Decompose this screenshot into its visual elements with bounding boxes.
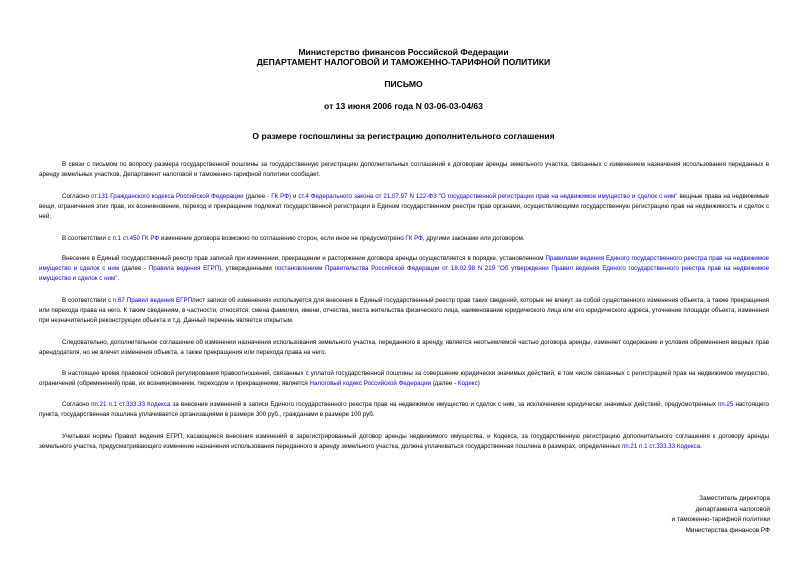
document-link[interactable]: ГК РФ bbox=[271, 193, 289, 200]
document-link[interactable]: ст.4 Федерального закона от 21.07.97 N 122-ФЗ "О государственной регистрации прав на недвижимое имущество и сделок с ним" bbox=[298, 193, 678, 200]
department-name: ДЕПАРТАМЕНТ НАЛОГОВОЙ И ТАМОЖЕННО-ТАРИФНОЙ ПОЛИТИКИ bbox=[256, 57, 551, 67]
paragraph bbox=[39, 400, 769, 420]
document-number: от 13 июня 2006 года N 03-06-03-04/63 bbox=[324, 101, 483, 111]
signature-block bbox=[560, 494, 770, 536]
paragraph-text: Следовательно, дополнительное соглашение об изменении назначения использования земельного участка, переданного в аренду, является неотъемлемой частью договора аренды, изменяет содержание и условия обременения вещных прав арендодателя, но не влечет изменения объекта, а также прекращения или перехода права на него. bbox=[39, 339, 769, 356]
paragraph bbox=[39, 192, 769, 222]
paragraph bbox=[39, 338, 769, 358]
paragraph-text: лист записи об изменениях используется для внесения в Единый государственный реестр прав таких сведений, которые не влекут за собой существенного изменения объекта, а также прекращения или перехода права на него. К таким сведениям, в частности, относятся: смена фамилии, имени, отчества, места жительства физического лица, наименование юридического лица или его юридического адреса, уточнение площади объекта, изменения при незначительной реконструкции объекта и т.д. Данный перечень является открытым. bbox=[39, 297, 769, 324]
paragraph-text: В соответствии с bbox=[62, 297, 113, 304]
paragraph-text: изменение договора возможно по соглашению сторон, если иное не предусмотрено bbox=[159, 235, 406, 242]
paragraph-text: Согласно bbox=[62, 401, 92, 408]
paragraph-text: Согласно bbox=[62, 193, 92, 200]
paragraph-text: В настоящее время правовой основой регулирования правоотношений, связанных с уплатой государственной пошлины за совершение юридически значимых действий, в том числе связанных с регистрацией прав на недвижимое имущество, ограничений (обременений) прав, их возникновением, переходом и прекращением, является bbox=[39, 370, 769, 387]
document-link[interactable]: п.1 ст.450 ГК РФ bbox=[112, 235, 160, 242]
document-link[interactable]: пп.21 п.1 ст.333.33 Кодекса bbox=[91, 401, 171, 408]
document-link[interactable]: Правил ведения ЕГРП bbox=[126, 297, 193, 304]
signature-line: Заместитель директора bbox=[699, 495, 770, 502]
paragraph bbox=[39, 234, 769, 244]
paragraph-text: Учитывая нормы Правил ведения ЕГРП, касающиеся внесения изменений в зарегистрированный договор аренды недвижимого имущества, и Кодекса, за государственную регистрацию дополнительного соглашения к договору аренды земельного участка, предусматривающего изменение назначения использования переданного в аренду земельного участка, должна уплачиваться государственная пошлина в размерах, определенных bbox=[39, 433, 769, 450]
paragraph-text: за внесение изменений в записи Единого государственного реестра прав на недвижимое имущество и сделок с ним, за исключением юридически значимых действий, предусмотренных bbox=[170, 401, 719, 408]
document-link[interactable]: постановлением Правительства Российской Федерации от 18.02.98 N 219 "Об утверждении Правил ведения Единого государственного реестра прав на недвижимое имущество и сделок с ним" bbox=[39, 265, 770, 282]
document-type: ПИСЬМО bbox=[384, 79, 423, 89]
document-link[interactable]: пп.21 п.1 ст.333.33 Кодекса bbox=[622, 443, 701, 450]
paragraph-text: В соответствии с bbox=[62, 235, 113, 242]
paragraph-text: . bbox=[700, 443, 702, 450]
paragraph-text: ) bbox=[477, 380, 480, 387]
paragraph bbox=[39, 432, 769, 452]
paragraph bbox=[39, 254, 769, 284]
signature-line: департамента налоговой bbox=[695, 505, 770, 513]
document-title: О размере госпошлины за регистрацию дополнительного соглашения bbox=[252, 131, 555, 141]
paragraph-text: Внесение в Единый государственный реестр прав записей при изменении, прекращении и расторжении договора аренды осуществляется в порядке, установленном bbox=[62, 255, 546, 262]
paragraph-text: В связи с письмом по вопросу размера государственной пошлины за государственную регистрацию дополнительных соглашений к договорам аренды земельного участка, связанных с изменением назначения использования переданных в аренду земельных участков, Департамент налоговой и таможенно-тарифной политики сообщает. bbox=[39, 161, 769, 178]
document-link[interactable]: Налоговый кодекс Российской Федерации bbox=[309, 380, 432, 387]
document-link[interactable]: Кодекс bbox=[457, 380, 478, 387]
ministry-name: Министерство финансов Российской Федерации bbox=[298, 47, 509, 57]
paragraph-text: . bbox=[117, 275, 120, 282]
signature-line: и таможенно-тарифной политики bbox=[671, 516, 770, 523]
paragraph bbox=[39, 369, 769, 389]
paragraph-text: (далее - bbox=[119, 265, 149, 272]
paragraph-text: ) и bbox=[288, 193, 299, 200]
paragraph-text: (далее - bbox=[243, 193, 272, 200]
paragraph bbox=[39, 296, 769, 326]
document-link[interactable]: пп.25 bbox=[718, 401, 734, 408]
paragraph bbox=[39, 160, 769, 180]
paragraph-text: ), утвержденными bbox=[219, 265, 275, 272]
paragraph-text: настоящего пункта, государственная пошлина уплачивается организациями в размере 300 руб., гражданами в размере 100 руб. bbox=[39, 401, 769, 418]
document-link[interactable]: ст.131 Гражданского кодекса Российской Федерации bbox=[91, 193, 244, 200]
signature-line: Министерства финансов РФ bbox=[685, 526, 770, 534]
paragraph-text: вещные права на недвижимые вещи, ограничения этих прав, их возникновение, переход и прекращение подлежат государственной регистрации в Едином государственном реестре прав органами, осуществляющими государственную регистрацию прав на недвижимость и сделок с ней. bbox=[39, 193, 769, 220]
document-link[interactable]: ГК РФ bbox=[405, 235, 423, 242]
document-link[interactable]: п.67 bbox=[112, 297, 125, 304]
document-link[interactable]: Правила ведения ЕГРП bbox=[148, 265, 220, 272]
document-link[interactable]: Правилами ведения Единого государственного реестра прав на недвижимое имущество и сделок с ним bbox=[39, 255, 769, 272]
paragraph-text: (далее - bbox=[431, 380, 458, 387]
paragraph-text: , другими законами или договором. bbox=[422, 235, 525, 242]
